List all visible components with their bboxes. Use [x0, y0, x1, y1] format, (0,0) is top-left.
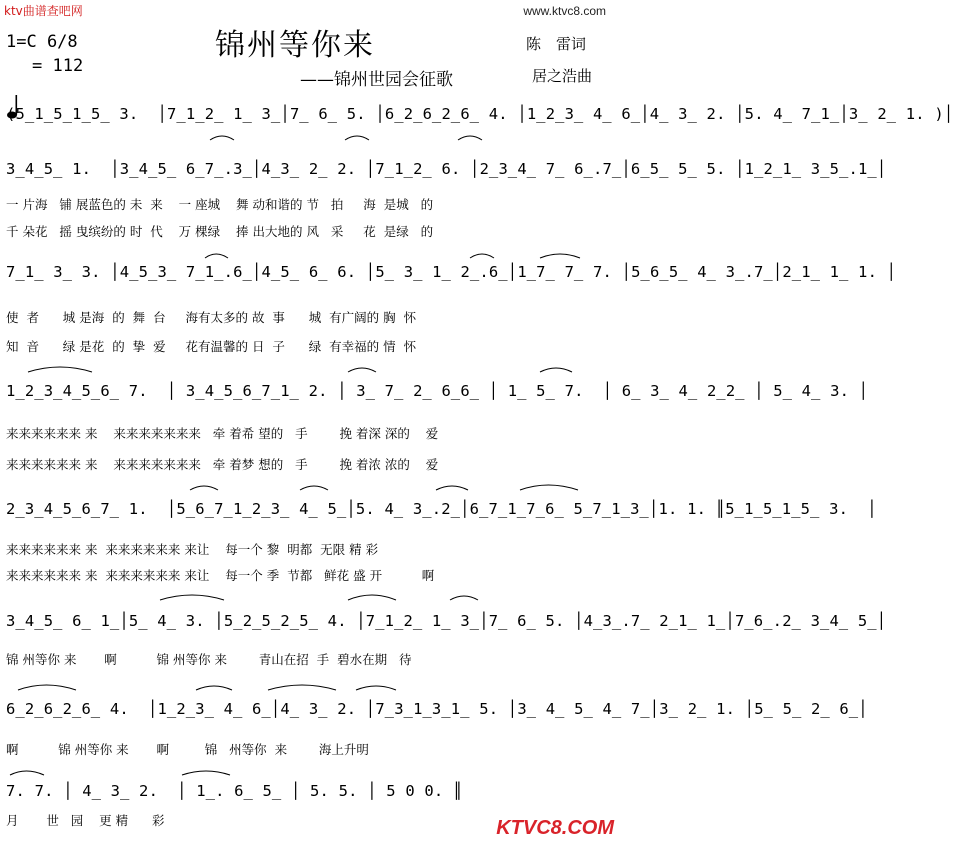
lyric-line-6a: 锦 州等你 来 啊 锦 州等你 来 青山在招 手 碧水在期 待	[6, 652, 412, 667]
score-line-8: 7. 7. │ 4̲ 3̲ 2. │ 1̲. 6̲ 5̲ │ 5. 5. │ 5 0 0. ║	[6, 782, 463, 800]
score-line-1: (5̲1̲5̲1̲5̲ 3. │7̲1̲2̲ 1̲ 3̲│7̲ 6̲ 5. │6̲2̲6̲2̲6̲ 4. │1̲2̲3̲ 4̲ 6̲│4̲ 3̲ 2. │5. 4̲ 7̲1̲│3̲ 2̲ 1. )│	[6, 105, 953, 123]
tempo-marking: = 112	[32, 56, 84, 76]
score-line-3: 7̲1̲ 3̲ 3. │4̲5̲3̲ 7̲1̲.6̲│4̲5̲ 6̲ 6. │5̲ 3̲ 1̲ 2̲.6̲│1̲7̲ 7̲ 7. │5̲6̲5̲ 4̲ 3̲.7̲│2̲1̲ 1̲ 1. │	[6, 263, 897, 281]
site-logo: KTVC8.COM	[496, 817, 614, 839]
lyric-line-4a: 来来来来来来 来 来来来来来来来 牵 着希 望的 手 挽 着深 深的 爱	[6, 426, 439, 441]
key-signature: 1=C 6/8	[6, 32, 78, 52]
lyric-line-5b: 来来来来来来 来 来来来来来来 来让 每一个 季 节都 鲜花 盛 开 啊	[6, 568, 435, 583]
site-url[interactable]: www.ktvc8.com	[523, 4, 606, 18]
lyricist-credit: 陈 雷词	[526, 35, 587, 53]
lyric-line-2b: 千 朵花 摇 曳缤纷的 时 代 万 棵绿 捧 出大地的 风 采 花 是绿 的	[6, 224, 434, 239]
song-subtitle: ——锦州世园会征歌	[300, 70, 453, 90]
site-label: ktv曲谱查吧网	[4, 4, 83, 18]
score-line-6: 3̲4̲5̲ 6̲ 1̲│5̲ 4̲ 3. │5̲2̲5̲2̲5̲ 4. │7̲1̲2̲ 1̲ 3̲│7̲ 6̲ 5. │4̲3̲.7̲ 2̲1̲ 1̲│7̲6̲.2̲ 3̲4̲ 5̲│	[6, 612, 887, 630]
lyric-line-2a: 一 片海 铺 展蓝色的 未 来 一 座城 舞 动和谐的 节 拍 海 是城 的	[6, 197, 434, 212]
score-line-7: 6̲2̲6̲2̲6̲ 4. │1̲2̲3̲ 4̲ 6̲│4̲ 3̲ 2. │7̲3̲1̲3̲1̲ 5. │3̲ 4̲ 5̲ 4̲ 7̲│3̲ 2̲ 1. │5̲ 5̲ 2̲ 6̲│	[6, 700, 868, 718]
lyric-line-3a: 使 者 城 是海 的 舞 台 海有太多的 故 事 城 有广阔的 胸 怀	[6, 310, 417, 325]
score-line-5: 2̲3̲4̲5̲6̲7̲ 1. │5̲6̲7̲1̲2̲3̲ 4̲ 5̲│5. 4̲ 3̲.2̲│6̲7̲1̲7̲6̲ 5̲7̲1̲3̲│1. 1. ║5̲1̲5̲1̲5̲ 3. │	[6, 500, 877, 518]
score-line-2: 3̲4̲5̲ 1. │3̲4̲5̲ 6̲7̲.3̲│4̲3̲ 2̲ 2. │7̲1̲2̲ 6. │2̲3̲4̲ 7̲ 6̲.7̲│6̲5̲ 5̲ 5. │1̲2̲1̲ 3̲5̲.1̲│	[6, 160, 887, 178]
lyric-line-5a: 来来来来来来 来 来来来来来来 来让 每一个 黎 明都 无限 精 彩	[6, 542, 379, 557]
song-title: 锦州等你来	[215, 28, 375, 63]
lyric-line-4b: 来来来来来来 来 来来来来来来来 牵 着梦 想的 手 挽 着浓 浓的 爱	[6, 457, 439, 472]
lyric-line-8a: 月 世 园 更 精 彩	[6, 813, 165, 828]
lyric-line-3b: 知 音 绿 是花 的 挚 爱 花有温馨的 日 子 绿 有幸福的 情 怀	[6, 339, 417, 354]
composer-credit: 居之浩曲	[532, 67, 593, 85]
score-line-4: 1̲2̲3̲4̲5̲6̲ 7. │ 3̲4̲5̲6̲7̲1̲ 2. │ 3̲ 7̲ 2̲ 6̲6̲ │ 1̲ 5̲ 7. │ 6̲ 3̲ 4̲ 2̲2̲ │ 5̲ 4̲ 3. │	[6, 382, 869, 400]
lyric-line-7a: 啊 锦 州等你 来 啊 锦 州等你 来 海上升明	[6, 742, 369, 757]
